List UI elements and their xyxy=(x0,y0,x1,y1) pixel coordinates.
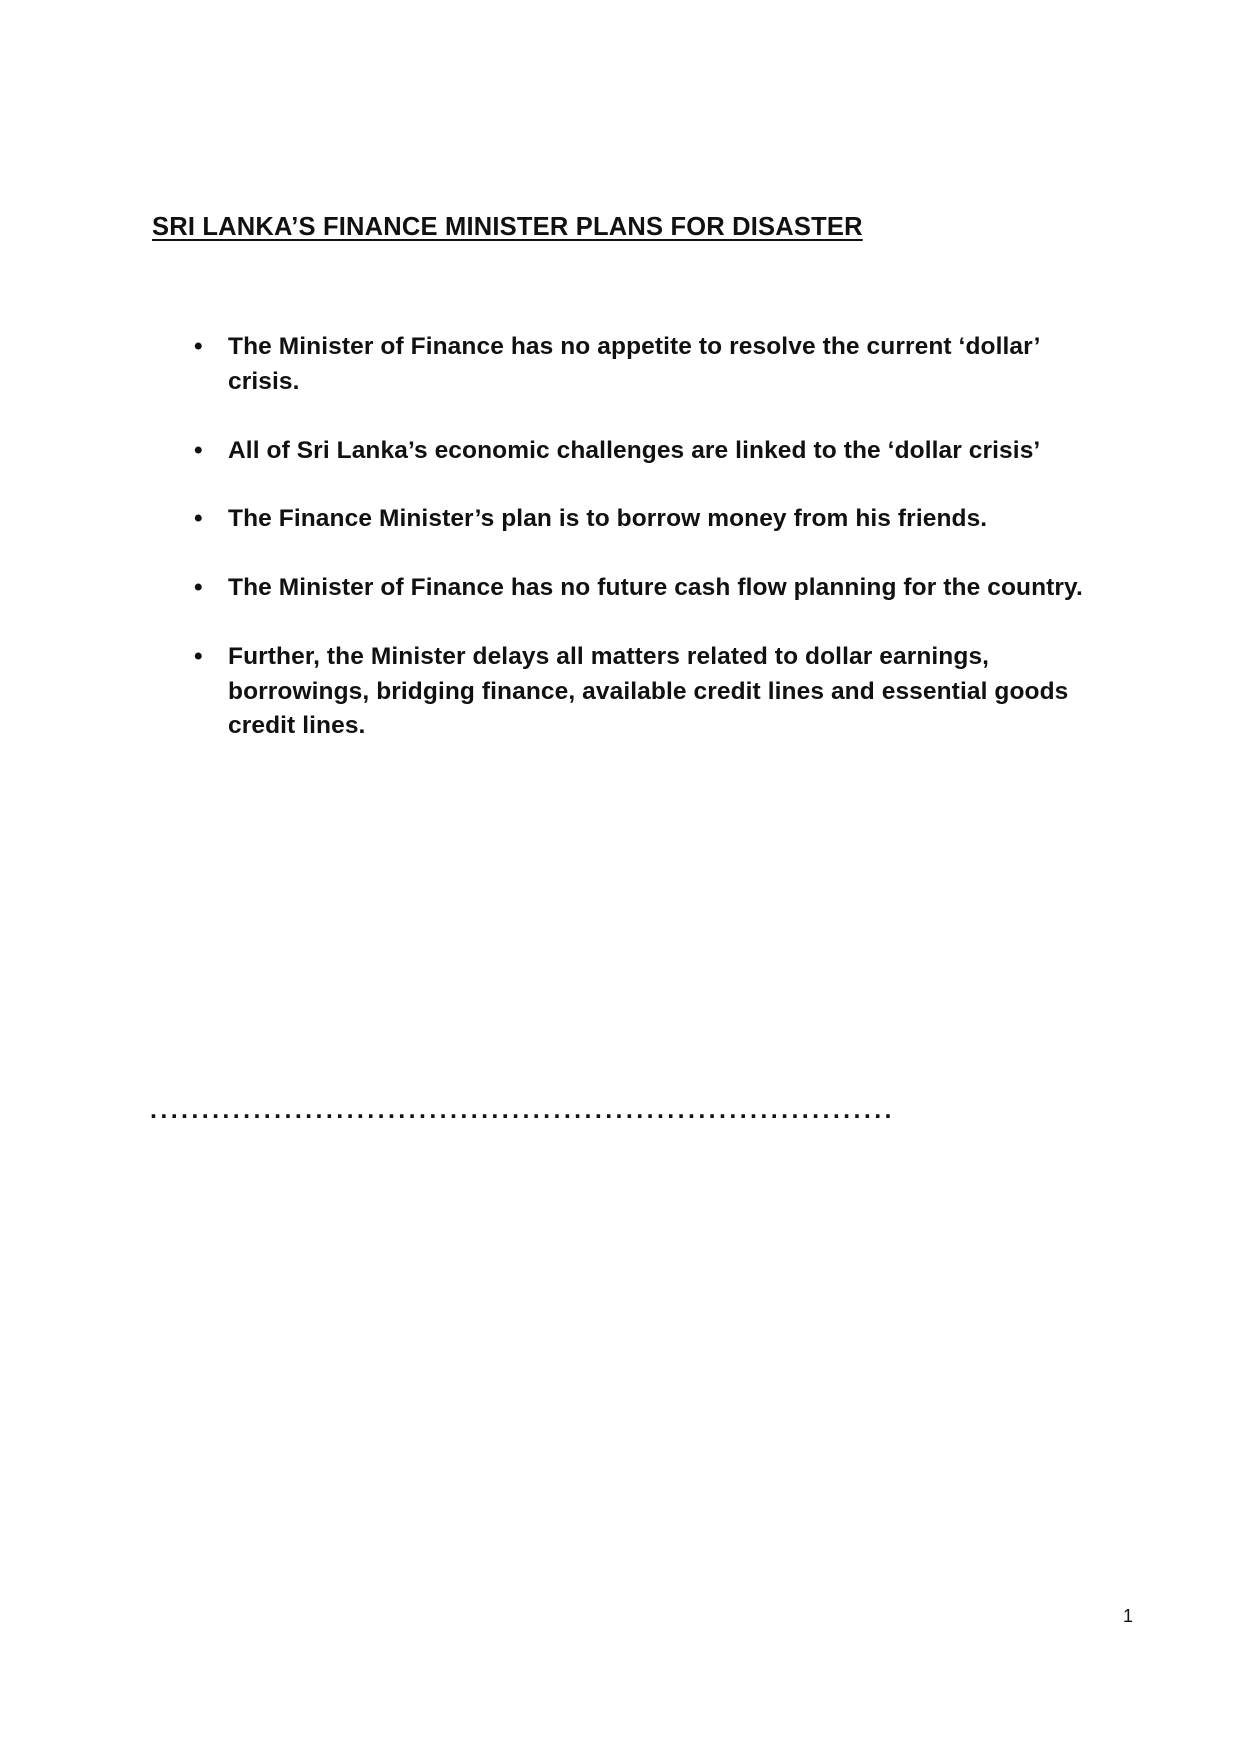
list-item xyxy=(186,571,1106,606)
bullet-list xyxy=(186,330,1106,744)
bullet-dot-icon: • xyxy=(194,436,203,464)
bullet-dot-icon: • xyxy=(194,505,203,533)
list-item xyxy=(186,434,1106,469)
page-number: 1 xyxy=(1122,1606,1133,1626)
list-item-text: The Minister of Finance has no appetite to resolve the current ‘dollar’ crisis. xyxy=(228,333,1040,395)
dotted-divider: ........................................................................ xyxy=(150,1098,895,1123)
list-item-text: Further, the Minister delays all matters related to dollar earnings, borrowings, bridging finance, available credit lines and essential goods credit lines. xyxy=(228,642,1069,740)
list-item xyxy=(186,502,1106,537)
list-item xyxy=(186,330,1106,400)
bullet-dot-icon: • xyxy=(194,333,203,360)
page-title: SRI LANKA’S FINANCE MINISTER PLANS FOR DISASTER xyxy=(152,213,863,242)
bullet-dot-icon: • xyxy=(194,642,203,670)
bullet-dot-icon: • xyxy=(194,574,203,602)
list-item xyxy=(186,640,1106,744)
list-item-text: The Finance Minister’s plan is to borrow money from his friends. xyxy=(228,505,988,533)
list-item-text: All of Sri Lanka’s economic challenges are linked to the ‘dollar crisis’ xyxy=(228,436,1041,464)
list-item-text: The Minister of Finance has no future cash flow planning for the country. xyxy=(228,574,1083,602)
